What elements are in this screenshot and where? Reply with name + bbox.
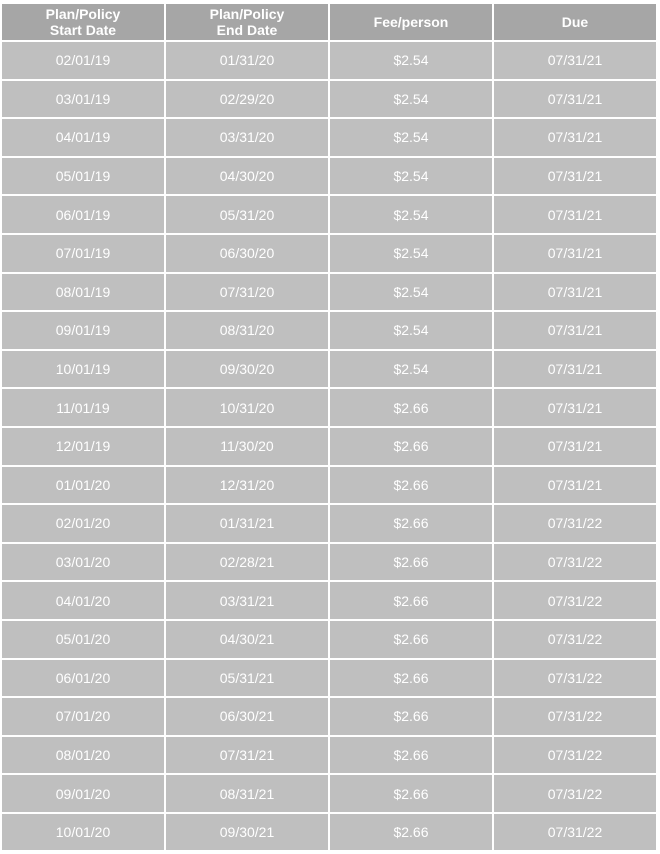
cell-fee: $2.54: [330, 274, 492, 311]
cell-fee: $2.66: [330, 505, 492, 542]
cell-start-date: 03/01/19: [2, 81, 164, 118]
cell-start-date: 01/01/20: [2, 467, 164, 504]
header-fee-per-person: Fee/person: [330, 4, 492, 40]
cell-due: 07/31/21: [494, 428, 656, 465]
cell-fee: $2.66: [330, 582, 492, 619]
cell-fee: $2.54: [330, 42, 492, 79]
cell-fee: $2.66: [330, 737, 492, 774]
cell-start-date: 12/01/19: [2, 428, 164, 465]
cell-due: 07/31/22: [494, 544, 656, 581]
table-row: [2, 621, 656, 658]
cell-end-date: 12/31/20: [166, 467, 328, 504]
cell-due: 07/31/22: [494, 698, 656, 735]
cell-due: 07/31/21: [494, 158, 656, 195]
header-due: Due: [494, 4, 656, 40]
cell-end-date: 05/31/20: [166, 196, 328, 233]
cell-start-date: 09/01/19: [2, 312, 164, 349]
cell-fee: $2.66: [330, 389, 492, 426]
header-end-date: Plan/Policy End Date: [166, 4, 328, 40]
table-body: [2, 42, 656, 850]
cell-fee: $2.66: [330, 660, 492, 697]
cell-due: 07/31/21: [494, 42, 656, 79]
cell-start-date: 07/01/20: [2, 698, 164, 735]
cell-start-date: 05/01/20: [2, 621, 164, 658]
cell-end-date: 07/31/21: [166, 737, 328, 774]
table-row: [2, 196, 656, 233]
cell-start-date: 08/01/19: [2, 274, 164, 311]
cell-due: 07/31/21: [494, 312, 656, 349]
cell-due: 07/31/21: [494, 389, 656, 426]
table-row: [2, 737, 656, 774]
cell-end-date: 08/31/21: [166, 775, 328, 812]
cell-due: 07/31/22: [494, 660, 656, 697]
fee-schedule-table: [0, 2, 658, 852]
cell-fee: $2.66: [330, 698, 492, 735]
table-row: [2, 698, 656, 735]
cell-end-date: 03/31/20: [166, 119, 328, 156]
table-row: [2, 312, 656, 349]
cell-due: 07/31/21: [494, 196, 656, 233]
table-row: [2, 505, 656, 542]
cell-fee: $2.54: [330, 119, 492, 156]
cell-start-date: 10/01/20: [2, 814, 164, 851]
cell-end-date: 11/30/20: [166, 428, 328, 465]
cell-end-date: 02/28/21: [166, 544, 328, 581]
cell-end-date: 06/30/20: [166, 235, 328, 272]
cell-due: 07/31/22: [494, 814, 656, 851]
cell-fee: $2.54: [330, 158, 492, 195]
cell-start-date: 09/01/20: [2, 775, 164, 812]
table-row: [2, 582, 656, 619]
cell-fee: $2.66: [330, 621, 492, 658]
table-row: [2, 428, 656, 465]
table-row: [2, 389, 656, 426]
cell-end-date: 06/30/21: [166, 698, 328, 735]
cell-start-date: 06/01/20: [2, 660, 164, 697]
cell-fee: $2.54: [330, 235, 492, 272]
cell-fee: $2.54: [330, 351, 492, 388]
table-row: [2, 467, 656, 504]
cell-end-date: 07/31/20: [166, 274, 328, 311]
cell-start-date: 02/01/19: [2, 42, 164, 79]
cell-start-date: 08/01/20: [2, 737, 164, 774]
cell-due: 07/31/21: [494, 81, 656, 118]
cell-fee: $2.66: [330, 814, 492, 851]
cell-fee: $2.54: [330, 81, 492, 118]
cell-end-date: 09/30/20: [166, 351, 328, 388]
cell-end-date: 02/29/20: [166, 81, 328, 118]
cell-due: 07/31/22: [494, 621, 656, 658]
cell-end-date: 04/30/21: [166, 621, 328, 658]
cell-due: 07/31/21: [494, 351, 656, 388]
table-row: [2, 42, 656, 79]
table-row: [2, 81, 656, 118]
cell-end-date: 03/31/21: [166, 582, 328, 619]
cell-end-date: 01/31/20: [166, 42, 328, 79]
cell-due: 07/31/22: [494, 775, 656, 812]
cell-fee: $2.54: [330, 196, 492, 233]
cell-end-date: 04/30/20: [166, 158, 328, 195]
header-row: [2, 4, 656, 40]
cell-start-date: 03/01/20: [2, 544, 164, 581]
cell-start-date: 06/01/19: [2, 196, 164, 233]
cell-fee: $2.66: [330, 428, 492, 465]
table-row: [2, 274, 656, 311]
table-row: [2, 660, 656, 697]
cell-start-date: 04/01/20: [2, 582, 164, 619]
table-row: [2, 158, 656, 195]
cell-fee: $2.66: [330, 775, 492, 812]
cell-start-date: 07/01/19: [2, 235, 164, 272]
cell-due: 07/31/21: [494, 274, 656, 311]
cell-start-date: 02/01/20: [2, 505, 164, 542]
header-start-date: Plan/Policy Start Date: [2, 4, 164, 40]
cell-start-date: 11/01/19: [2, 389, 164, 426]
cell-end-date: 08/31/20: [166, 312, 328, 349]
cell-end-date: 01/31/21: [166, 505, 328, 542]
table-row: [2, 544, 656, 581]
table-row: [2, 351, 656, 388]
cell-end-date: 10/31/20: [166, 389, 328, 426]
cell-start-date: 05/01/19: [2, 158, 164, 195]
cell-due: 07/31/21: [494, 119, 656, 156]
cell-due: 07/31/22: [494, 582, 656, 619]
cell-start-date: 04/01/19: [2, 119, 164, 156]
cell-due: 07/31/21: [494, 467, 656, 504]
table-row: [2, 235, 656, 272]
cell-end-date: 09/30/21: [166, 814, 328, 851]
cell-fee: $2.66: [330, 467, 492, 504]
table-row: [2, 775, 656, 812]
cell-start-date: 10/01/19: [2, 351, 164, 388]
cell-fee: $2.66: [330, 544, 492, 581]
table-row: [2, 814, 656, 851]
cell-due: 07/31/22: [494, 505, 656, 542]
table-row: [2, 119, 656, 156]
table-header: [2, 4, 656, 40]
cell-due: 07/31/22: [494, 737, 656, 774]
cell-fee: $2.54: [330, 312, 492, 349]
cell-due: 07/31/21: [494, 235, 656, 272]
cell-end-date: 05/31/21: [166, 660, 328, 697]
